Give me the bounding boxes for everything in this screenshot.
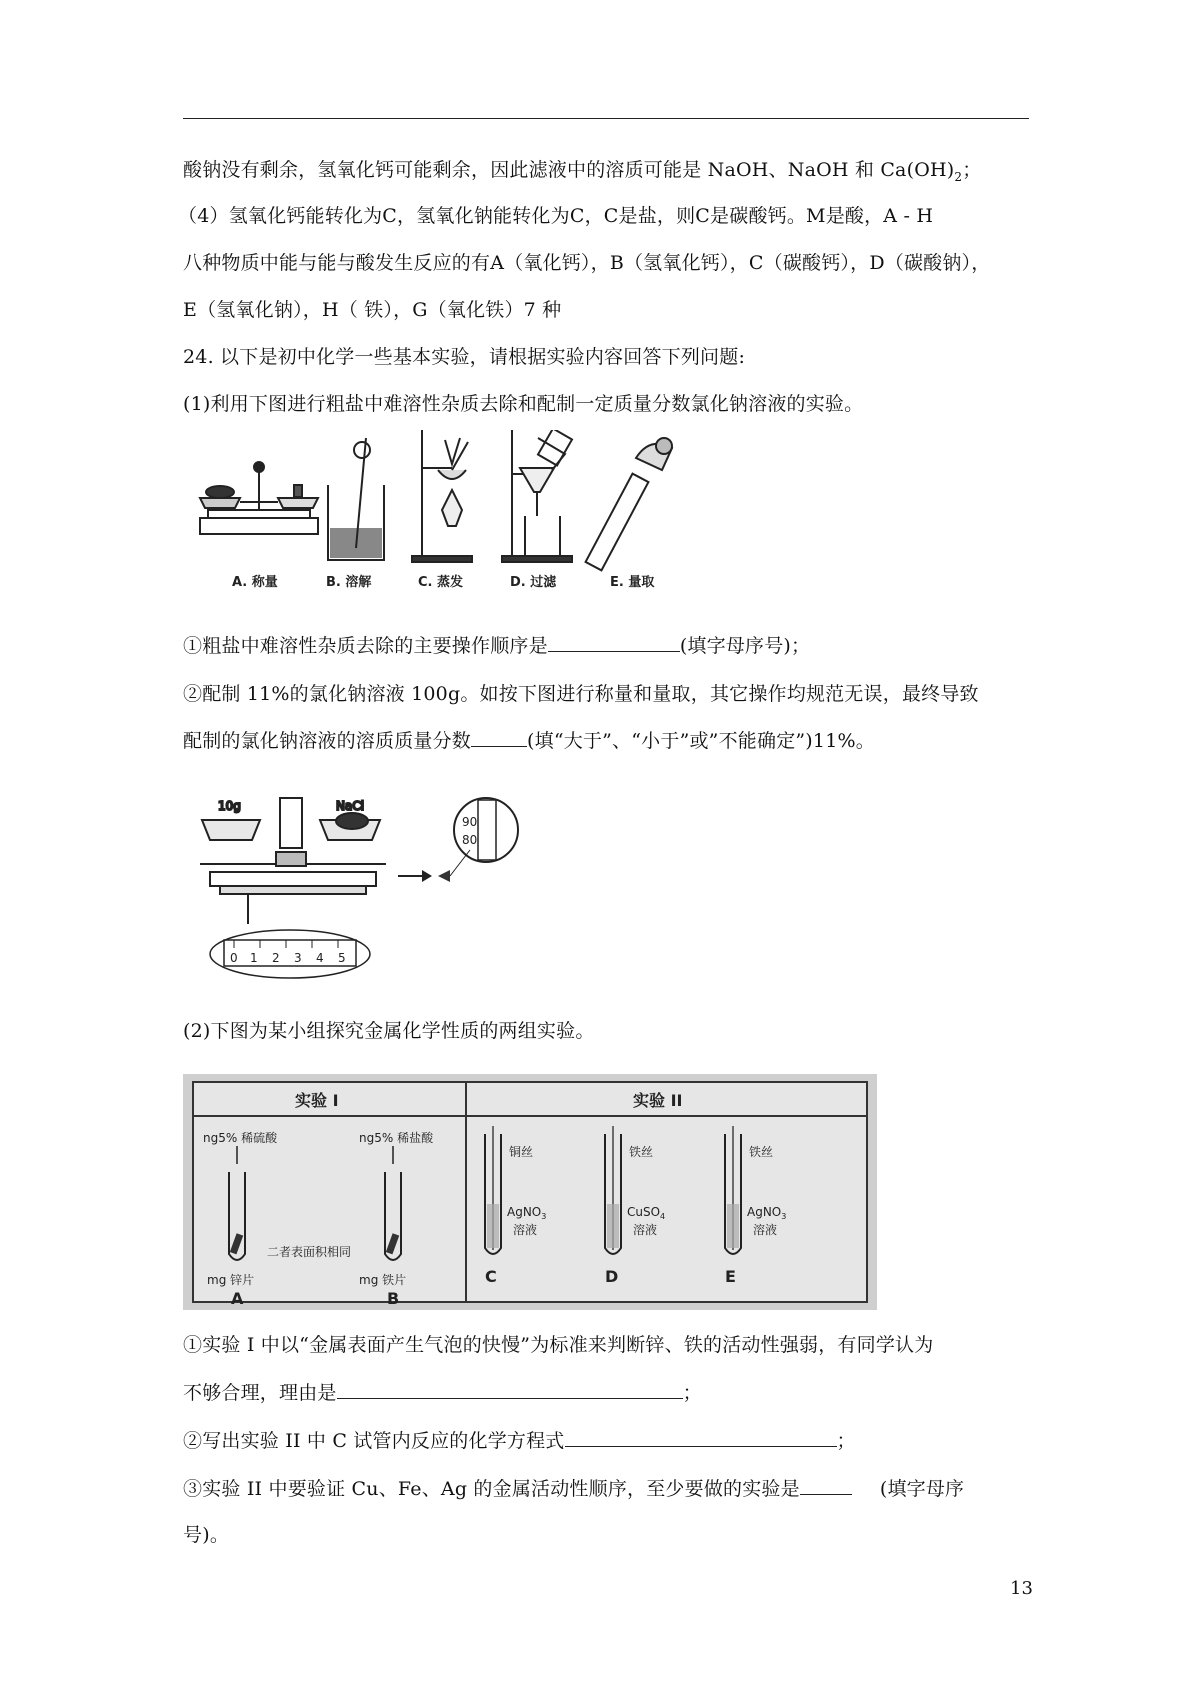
sub-question-5-line-2: 号)。 [183, 1524, 230, 1546]
answer-blank-2[interactable] [471, 728, 527, 747]
caption-b: B. 溶解 [326, 575, 372, 590]
label-e: E [725, 1267, 736, 1286]
page-number: 13 [1010, 1578, 1033, 1599]
text-line-3: 八种物质中能与能与酸发生反应的有A（氧化钙），B（氢氧化钙），C（碳酸钙），D（碳酸钠）， [183, 252, 991, 274]
solution-d-label: CuSO$_4$ [627, 1205, 666, 1221]
text-line-2: （4）氢氧化钙能转化为C，氢氧化钠能转化为C，C是盐，则C是碳酸钙。M是酸，A - H [178, 205, 934, 227]
acid-b-label: ng5% 稀盐酸 [359, 1131, 434, 1145]
metal-a-label: mg 锌片 [207, 1273, 255, 1287]
text-line-1: 酸钠没有剩余，氢氧化钙可能剩余，因此滤液中的溶质可能是 NaOH、NaOH 和 $Ca(OH)_2$； [183, 159, 982, 184]
scale-num-1: 1 [250, 951, 258, 965]
label-c: C [485, 1267, 497, 1286]
scale-num-0: 0 [230, 951, 238, 965]
wire-d-label: 铁丝 [629, 1145, 654, 1159]
sub-question-3-line-1: ①实验 I 中以“金属表面产生气泡的快慢”为标准来判断锌、铁的活动性强弱，有同学认为 [183, 1334, 934, 1356]
salt-label: NaCl [336, 799, 365, 813]
header-rule [183, 118, 1029, 119]
answer-blank-1[interactable] [548, 633, 680, 652]
solution-d-text: 溶液 [633, 1223, 658, 1237]
balance-illustration [200, 462, 318, 534]
header-experiment-2: 实验 II [633, 1091, 683, 1110]
solution-e-label: AgNO$_3$ [747, 1205, 787, 1221]
acid-a-label: ng5% 稀硫酸 [203, 1131, 278, 1145]
part-2-intro: (2)下图为某小组探究金属化学性质的两组实验。 [183, 1020, 595, 1042]
cylinder-mark-90: 90 [462, 815, 478, 829]
solution-e-text: 溶液 [753, 1223, 778, 1237]
scale-num-4: 4 [316, 951, 324, 965]
answer-blank-4[interactable] [565, 1428, 837, 1447]
measuring-illustration [586, 438, 672, 570]
solution-c-text: 溶液 [513, 1223, 538, 1237]
eye-icon [438, 870, 450, 882]
scale-num-5: 5 [338, 951, 346, 965]
evaporation-illustration [412, 430, 472, 562]
filtration-illustration [502, 430, 572, 562]
weight-label: 10g [218, 799, 241, 813]
caption-a: A. 称量 [232, 575, 278, 590]
answer-blank-5[interactable] [800, 1476, 852, 1495]
figure-cylinder-reading [398, 790, 528, 900]
scale-num-3: 3 [294, 951, 302, 965]
beaker-illustration [328, 438, 384, 560]
wire-c-label: 铜丝 [509, 1145, 534, 1159]
label-b: B [387, 1289, 400, 1308]
figure-apparatus [190, 430, 750, 590]
figure-metal-experiments [183, 1074, 877, 1310]
sub-question-1: ①粗盐中难溶性杂质去除的主要操作顺序是 (填字母序号)； [183, 635, 811, 657]
sub-question-2-line-1: ②配制 11%的氯化钠溶液 100g。如按下图进行称量和量取，其它操作均规范无误，最终导致 [183, 683, 979, 705]
answer-blank-3[interactable] [337, 1380, 683, 1399]
label-a: A [231, 1289, 244, 1308]
sub-question-2-line-2: 配制的氯化钠溶液的溶质质量分数 (填“大于”、“小于”或”不能确定”)11%。 [183, 730, 875, 752]
text-line-4: E（氢氧化钠），H（ 铁），G（氧化铁）7 种 [183, 299, 562, 321]
sub-question-4: ②写出实验 II 中 C 试管内反应的化学方程式 ； [183, 1430, 856, 1452]
caption-c: C. 蒸发 [418, 575, 464, 590]
sub-question-5-line-1: ③实验 II 中要验证 Cu、Fe、Ag 的金属活动性顺序，至少要做的实验是 (填字母序 [183, 1478, 965, 1500]
part-1-intro: (1)利用下图进行粗盐中难溶性杂质去除和配制一定质量分数氯化钠溶液的实验。 [183, 393, 864, 415]
question-24: 24. 以下是初中化学一些基本实验，请根据实验内容回答下列问题: [183, 346, 746, 368]
scale-num-2: 2 [272, 951, 280, 965]
caption-e: E. 量取 [610, 575, 655, 590]
label-d: D [605, 1267, 619, 1286]
wire-e-label: 铁丝 [749, 1145, 774, 1159]
metal-b-label: mg 铁片 [359, 1273, 407, 1287]
caption-d: D. 过滤 [510, 575, 557, 590]
cylinder-mark-80: 80 [462, 833, 478, 847]
same-area-note: 二者表面积相同 [267, 1245, 352, 1259]
solution-c-label: AgNO$_3$ [507, 1205, 547, 1221]
figure-weighing [190, 788, 400, 984]
header-experiment-1: 实验 I [295, 1091, 339, 1110]
sub-question-3-line-2: 不够合理，理由是 ； [183, 1382, 702, 1404]
